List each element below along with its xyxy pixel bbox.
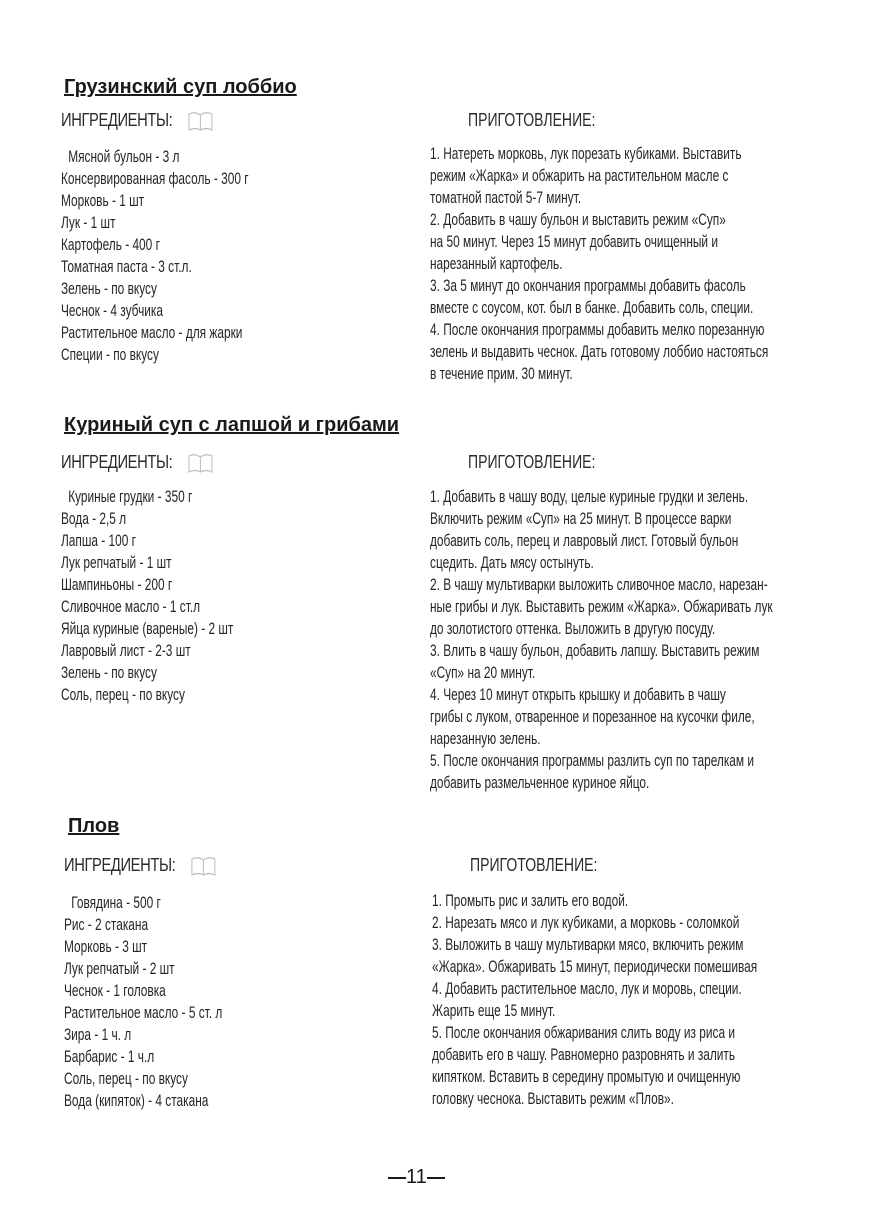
ingredient-item: Сливочное масло - 1 ст.л bbox=[61, 598, 201, 616]
step-line: добавить размельченное куриное яйцо. bbox=[430, 774, 650, 792]
step-line: ные грибы и лук. Выставить режим «Жарка». Обжаривать лук bbox=[430, 598, 773, 616]
ingredient-item: Растительное масло - для жарки bbox=[61, 324, 243, 342]
page-rule-right bbox=[427, 1177, 445, 1179]
ingredient-item: Зелень - по вкусу bbox=[61, 280, 157, 298]
step-line: 1. Натереть морковь, лук порезать кубиками. Выставить bbox=[430, 145, 742, 163]
ingredient-list bbox=[64, 892, 222, 1112]
step-line: томатной пастой 5-7 минут. bbox=[430, 189, 582, 207]
step-line: 3. Влить в чашу бульон, добавить лапшу. Выставить режим bbox=[430, 642, 760, 660]
ingredient-item: Мясной бульон - 3 л bbox=[68, 148, 180, 166]
open-book-icon bbox=[188, 452, 214, 474]
step-line: 2. В чашу мультиварки выложить сливочное масло, нарезан- bbox=[430, 576, 768, 594]
preparation-steps bbox=[430, 143, 768, 385]
ingredient-item: Консервированная фасоль - 300 г bbox=[61, 170, 249, 188]
step-line: грибы с луком, отваренное и порезанное на кусочки филе, bbox=[430, 708, 755, 726]
page-number-value: 11 bbox=[406, 1166, 427, 1188]
ingredients-heading bbox=[61, 452, 214, 474]
ingredient-item: Вода - 2,5 л bbox=[61, 510, 127, 528]
step-line: режим «Жарка» и обжарить на растительном масле с bbox=[430, 167, 729, 185]
recipe-title: Плов bbox=[68, 815, 120, 837]
ingredient-item: Чеснок - 4 зубчика bbox=[61, 302, 163, 320]
ingredient-list bbox=[61, 146, 249, 366]
step-line: «Суп» на 20 минут. bbox=[430, 664, 536, 682]
preparation-steps bbox=[430, 486, 773, 794]
ingredient-item: Барбарис - 1 ч.л bbox=[64, 1048, 155, 1066]
step-line: 5. После окончания программы разлить суп по тарелкам и bbox=[430, 752, 755, 770]
recipe-title: Куриный суп с лапшой и грибами bbox=[64, 414, 400, 436]
ingredient-item: Соль, перец - по вкусу bbox=[61, 686, 185, 704]
step-line: 2. Нарезать мясо и лук кубиками, а морковь - соломкой bbox=[432, 914, 740, 932]
step-line: головку чеснока. Выставить режим «Плов». bbox=[432, 1090, 674, 1108]
step-line: 4. После окончания программы добавить мелко порезанную bbox=[430, 321, 765, 339]
ingredient-item: Зелень - по вкусу bbox=[61, 664, 157, 682]
step-line: в течение прим. 30 минут. bbox=[430, 365, 573, 383]
ingredient-item: Зира - 1 ч. л bbox=[64, 1026, 132, 1044]
ingredient-item: Морковь - 1 шт bbox=[61, 192, 145, 210]
step-line: до золотистого оттенка. Выложить в другую посуду. bbox=[430, 620, 716, 638]
step-line: 4. Добавить растительное масло, лук и моровь, специи. bbox=[432, 980, 742, 998]
step-line: кипятком. Вставить в середину промытую и очищенную bbox=[432, 1068, 741, 1086]
step-line: нарезанный картофель. bbox=[430, 255, 563, 273]
open-book-icon bbox=[191, 855, 217, 877]
step-line: «Жарка». Обжаривать 15 минут, периодически помешивая bbox=[432, 958, 758, 976]
ingredient-item: Шампиньоны - 200 г bbox=[61, 576, 173, 594]
ingredient-item: Лук репчатый - 1 шт bbox=[61, 554, 172, 572]
ingredient-item: Вода (кипяток) - 4 стакана bbox=[64, 1092, 209, 1110]
ingredients-heading-label: ИНГРЕДИЕНТЫ: bbox=[61, 452, 173, 472]
ingredient-item: Лук - 1 шт bbox=[61, 214, 116, 232]
ingredient-item: Специи - по вкусу bbox=[61, 346, 159, 364]
step-line: Жарить еще 15 минут. bbox=[432, 1002, 556, 1020]
step-line: вместе с соусом, кот. был в банке. Добавить соль, специи. bbox=[430, 299, 754, 317]
ingredient-list bbox=[61, 486, 233, 706]
ingredient-item: Лавровый лист - 2-3 шт bbox=[61, 642, 191, 660]
ingredient-item: Морковь - 3 шт bbox=[64, 938, 148, 956]
preparation-heading: ПРИГОТОВЛЕНИЕ: bbox=[470, 855, 598, 875]
ingredient-item: Растительное масло - 5 ст. л bbox=[64, 1004, 223, 1022]
ingredient-item: Томатная паста - 3 ст.л. bbox=[61, 258, 192, 276]
ingredient-item: Картофель - 400 г bbox=[61, 236, 160, 254]
step-line: нарезанную зелень. bbox=[430, 730, 541, 748]
step-line: 3. Выложить в чашу мультиварки мясо, включить режим bbox=[432, 936, 744, 954]
ingredient-item: Яйца куриные (вареные) - 2 шт bbox=[61, 620, 234, 638]
preparation-heading: ПРИГОТОВЛЕНИЕ: bbox=[468, 452, 596, 472]
ingredients-heading bbox=[61, 110, 214, 132]
ingredient-item: Чеснок - 1 головка bbox=[64, 982, 166, 1000]
open-book-icon bbox=[188, 110, 214, 132]
step-line: сцедить. Дать мясу остынуть. bbox=[430, 554, 594, 572]
ingredient-item: Лук репчатый - 2 шт bbox=[64, 960, 175, 978]
step-line: Включить режим «Суп» на 25 минут. В процессе варки bbox=[430, 510, 732, 528]
step-line: 2. Добавить в чашу бульон и выставить режим «Суп» bbox=[430, 211, 726, 229]
ingredient-item: Говядина - 500 г bbox=[71, 894, 161, 912]
preparation-heading: ПРИГОТОВЛЕНИЕ: bbox=[468, 110, 596, 130]
step-line: 3. За 5 минут до окончания программы добавить фасоль bbox=[430, 277, 746, 295]
step-line: 1. Добавить в чашу воду, целые куриные грудки и зелень. bbox=[430, 488, 749, 506]
ingredient-item: Лапша - 100 г bbox=[61, 532, 136, 550]
step-line: 4. Через 10 минут открыть крышку и добавить в чашу bbox=[430, 686, 726, 704]
recipe-title: Грузинский суп лоббио bbox=[64, 76, 297, 98]
ingredient-item: Куриные грудки - 350 г bbox=[68, 488, 193, 506]
step-line: добавить соль, перец и лавровый лист. Готовый бульон bbox=[430, 532, 739, 550]
step-line: добавить его в чашу. Равномерно разровнять и залить bbox=[432, 1046, 736, 1064]
page-rule-left bbox=[388, 1177, 406, 1179]
ingredients-heading-label: ИНГРЕДИЕНТЫ: bbox=[61, 110, 173, 130]
step-line: 5. После окончания обжаривания слить воду из риса и bbox=[432, 1024, 736, 1042]
ingredients-heading bbox=[64, 855, 217, 877]
page-number bbox=[388, 1166, 445, 1189]
step-line: зелень и выдавить чеснок. Дать готовому лоббио настояться bbox=[430, 343, 769, 361]
ingredients-heading-label: ИНГРЕДИЕНТЫ: bbox=[64, 855, 176, 875]
ingredient-item: Рис - 2 стакана bbox=[64, 916, 149, 934]
preparation-steps bbox=[432, 890, 757, 1110]
step-line: 1. Промыть рис и залить его водой. bbox=[432, 892, 629, 910]
ingredient-item: Соль, перец - по вкусу bbox=[64, 1070, 188, 1088]
step-line: на 50 минут. Через 15 минут добавить очищенный и bbox=[430, 233, 719, 251]
